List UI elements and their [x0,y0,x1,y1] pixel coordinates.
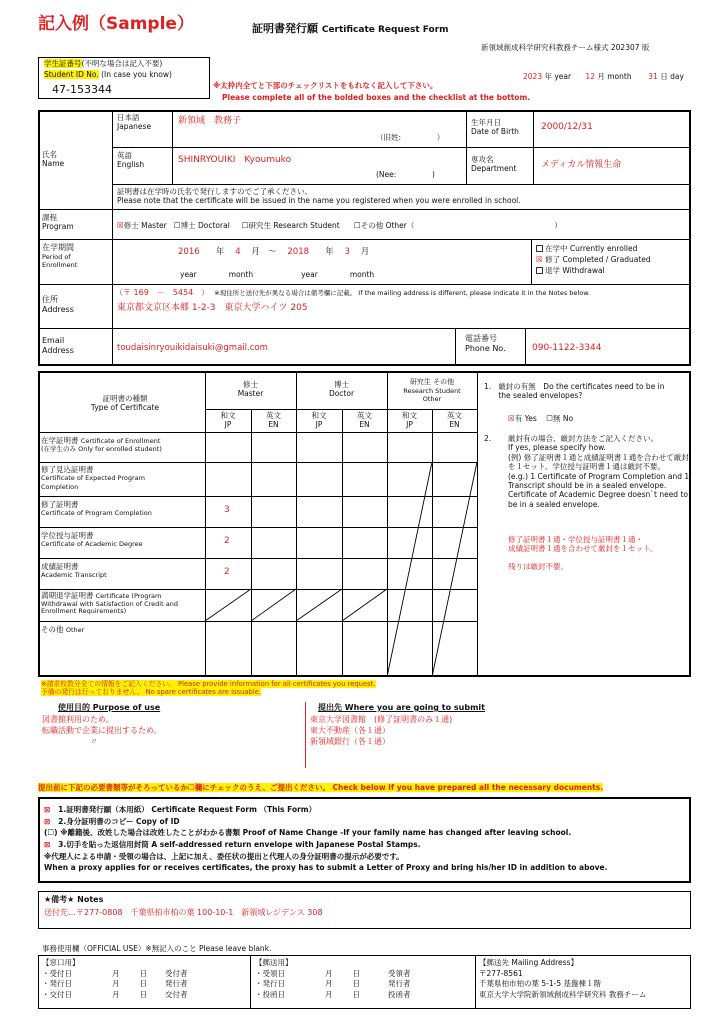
birth-value[interactable]: 2000/12/31 [541,122,593,132]
submit-label: 提出先 Where you are going to submit [318,703,485,712]
enrollment-status[interactable]: 在学中 Currently enrolled ☒ 修了 Completed / Graduated 退学 Withdrawal [536,244,651,275]
email-label: Email Address [42,336,74,355]
en-col-3: 英文 EN [447,411,462,430]
submit-values[interactable]: 東京大学図書館 (修了証明書のみ１通) 東大不動産（各１通） 新領域銀行（各１通） [310,715,453,747]
address-label: 住所 Address [42,295,74,314]
office-mail-col: 【郵送用】 ・受領日 月 日 受領者 ・発行日 月 日 発行者 ・投函日 月 日 投函者 [255,958,411,999]
research-header: 研究生 その他 Research Student Other [403,378,461,403]
cert-row-other: その他 Other [41,625,85,634]
office-address-col: 【郵送先 Mailing Address】 〒277-8561 千葉県柏市柏の葉 5-1-5 基盤棟１階 東京大学大学院新領域創成科学研究科 教務チーム [479,958,647,999]
kyusei-label: （旧姓: ） [376,133,445,142]
transcript-count[interactable]: 2 [224,567,230,577]
student-id-label: 学生証番号(不明な場合は記入不要) [44,59,163,68]
dept-value[interactable]: メディカル情報生命 [541,160,622,170]
period-sublabels: year month year month [180,270,375,279]
degree-count[interactable]: 2 [224,536,230,546]
cert-row-degree: 学位授与証明書 Certificate of Academic Degree [41,531,143,549]
name-jp-value[interactable]: 新領域 教務子 [178,116,242,126]
address-value[interactable]: 東京都文京区本郷 1-2-3 東京大学ハイツ 205 [117,303,308,313]
sealed-answer[interactable]: 修了証明書１通・学位授与証明書１通・ 成績証明書１通を合わせて厳封を１セット。 残りは厳封不要。 [508,535,658,571]
period-values[interactable]: 2016 年 4 月 ～ 2018 年 3 月 [178,247,370,257]
jp-col-2: 和文 JP [311,411,327,430]
jp-label: 日本語 Japanese [117,113,152,132]
checklist-items[interactable]: ⊠ 1.証明書発行願（本用紙） Certificate Request Form （This Form） ⊠ 2.身分証明書のコピー Copy of ID (☐) ※離籍後、改姓した場合は改姓したことがわかる書類 Proof of Name Change -If your family name has changed after leaving school. ⊠ 3.切手を貼った返信用封筒 A self-addressed return envelope with Japanese Postal Stamps. ※代理人による申請・受領の場合は、上記に加え、委任状の提出と代理人の身分証明書の提示が必要です。 When a proxy applies for or receives certificates, the proxy has to submit a Letter of Proxy and bring his/her ID in addition to above. [44,805,608,873]
sample-title: 記入例（Sample） [38,14,194,34]
cert-row-completion: 修了証明書 Certificate of Program Completion [41,500,152,518]
dept-label: 専攻名 Department [471,155,517,174]
program-label: 課程 Program [42,213,74,232]
notes-value[interactable]: 送付先…〒277-0808 千葉県柏市柏の葉 100-10-1 新領域レジデンス 308 [44,908,323,917]
cert-type-header: 証明書の種類 Type of Certificate [90,394,160,413]
notes-label: ★備考★ Notes [44,895,104,904]
sealed-options[interactable]: ☒有 Yes ☐無 No [508,414,574,423]
period-label: 在学期間 Period of Enrollment [42,243,78,270]
phone-label: 電話番号 Phone No. [465,334,506,353]
name-en-value[interactable]: SHINRYOUIKI Kyoumuko [178,155,292,165]
purpose-label: 使用目的 Purpose of use [58,703,161,712]
sealed-q2-text: 厳封有の場合、厳封方法をご記入ください。 If yes, please specify how. (例) 修了証明書１通と成績証明書１通を合わせて厳封を１セット。学位授与証明書１通は厳封不要。 (e.g.) 1 Certificate of Program Completion and 1 Transcript should be in a sealed envelope. Certificate of Academic Degree doesn`t need to be in a sealed envelope. [508,434,690,509]
notice-jp: ※太枠内全てと下部のチェックリストをもれなく記入して下さい。 [213,81,438,90]
cert-row-enrollment: 在学証明書 Certificate of Enrollment (在学生のみ Only for enrolled student) [41,436,162,454]
form-version: 新領域創成科学研究科教務チーム様式 202307 版 [481,43,650,52]
birth-label: 生年月日 Date of Birth [471,118,519,137]
en-label: 英語 English [117,151,145,170]
sealed-q1: 1. 厳封の有無 Do the certificates need to be in the sealed envelopes? [484,382,665,401]
email-value[interactable]: toudaisinryouikidaisuki@gmail.com [117,343,268,353]
cert-row-transcript: 成績証明書 Academic Transcript [41,562,107,580]
jp-col-1: 和文 JP [220,411,236,430]
purpose-values[interactable]: 図書館利用のため。 転職活動で企業に提出するため。 〃 [42,715,162,747]
doctor-header: 博士 Doctor [328,380,355,399]
official-label: 事務使用欄（OFFICIAL USE）※無記入のこと Please leave blank. [42,944,272,953]
sealed-q2: 2. [484,434,492,443]
phone-value[interactable]: 090-1122-3344 [532,343,602,353]
cert-row-expected: 修了見込証明書 Certificate of Expected Program Completion [41,465,145,491]
cert-row-withdrawal: 満期退学証明書 Certificate (Program Withdrawal with Satisfaction of Credit and Enrollment Requirements) [41,591,178,616]
form-title: 証明書発行願 Certificate Request Form [252,22,449,35]
alloc-note: ※請求枚数分全ての情報をご記入ください。 Please provide information for all certificates you request. 予備の発行は行っておりません。 No spare certificates are issuable. [41,680,376,697]
postal-row: （〒 169 － 5454 ） ※現住所と送付先が異なる場合は備考欄に記載。 If the mailing address is different, please indicate it in the Notes below. [115,288,590,297]
completion-count[interactable]: 3 [224,505,230,515]
date[interactable]: 2023 年 year 12 月 month 31 日 day [523,72,684,81]
program-options[interactable]: ☒修士 Master ☐博士 Doctoral ☐研究生 Research Student ☐その他 Other（ ） [117,221,562,230]
checklist-header: 提出前に下記の必要書類等がそろっているか☐欄にチェックのうえ、ご提出ください。 Check below if you have prepared all the necessary documents. [38,783,604,792]
student-id-value[interactable]: 47-153344 [52,83,112,96]
student-id-label-en: Student ID No. (In case you know) [44,70,172,79]
nee-label: (Nee: ) [376,170,435,179]
name-note: 証明書は在学時の氏名で発行しますのでご了承ください。 Please note that the certificate will be issued in the name you registered when you were enrolled in school. [117,187,521,206]
name-label: 氏名 Name [42,150,65,169]
master-header: 修士 Master [237,380,264,399]
en-col-1: 英文 EN [266,411,281,430]
jp-col-3: 和文 JP [402,411,417,430]
office-window-col: 【窓口用】 ・受付日 月 日 受付者 ・発行日 月 日 発行者 ・交付日 月 日 交付者 [42,958,188,999]
en-col-2: 英文 EN [357,411,372,430]
notice-en: Please complete all of the bolded boxes and the checklist at the bottom. [222,93,531,102]
